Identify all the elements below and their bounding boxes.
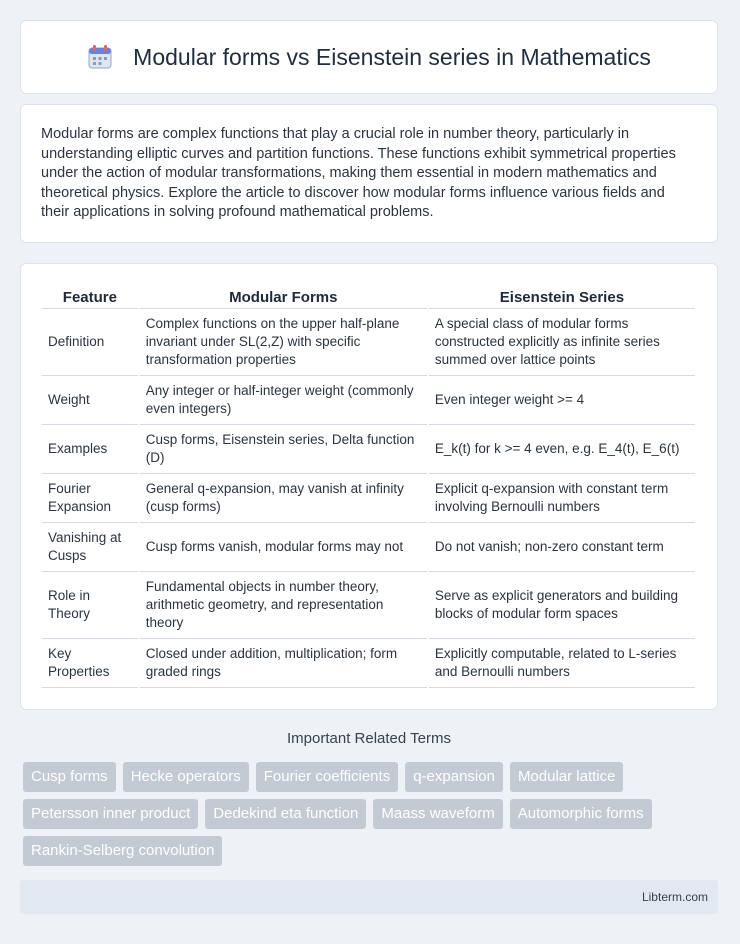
related-term-tag[interactable]: Hecke operators <box>123 762 249 792</box>
eisenstein-cell: Explicitly computable, related to L-series and Bernoulli numbers <box>429 639 695 688</box>
table-row <box>42 474 695 523</box>
related-term-tag[interactable]: Cusp forms <box>23 762 116 792</box>
header-modular-forms: Modular Forms <box>140 284 427 309</box>
eisenstein-cell: Explicit q-expansion with constant term involving Bernoulli numbers <box>429 474 695 523</box>
feature-cell: Vanishing at Cusps <box>42 523 138 572</box>
related-term-tag[interactable]: Dedekind eta function <box>205 799 366 829</box>
related-term-tag[interactable]: Maass waveform <box>373 799 502 829</box>
modular-cell: General q-expansion, may vanish at infinity (cusp forms) <box>140 474 427 523</box>
modular-cell: Any integer or half-integer weight (commonly even integers) <box>140 376 427 425</box>
related-term-tag[interactable]: Modular lattice <box>510 762 624 792</box>
footer <box>20 880 718 914</box>
related-term-tag[interactable]: Petersson inner product <box>23 799 198 829</box>
header-feature: Feature <box>42 284 138 309</box>
comparison-table-card <box>20 263 718 710</box>
table-row <box>42 639 695 688</box>
table-row <box>42 425 695 474</box>
table-row <box>42 376 695 425</box>
eisenstein-cell: Serve as explicit generators and building blocks of modular form spaces <box>429 572 695 639</box>
related-terms-list <box>23 762 713 866</box>
feature-cell: Examples <box>42 425 138 474</box>
related-terms-title: Important Related Terms <box>287 730 451 747</box>
feature-cell: Key Properties <box>42 639 138 688</box>
eisenstein-cell: Even integer weight >= 4 <box>429 376 695 425</box>
table-header-row <box>42 284 695 309</box>
eisenstein-cell: A special class of modular forms constructed explicitly as infinite series summed over lattice points <box>429 309 695 376</box>
header-eisenstein-series: Eisenstein Series <box>429 284 695 309</box>
header-card <box>20 20 718 94</box>
feature-cell: Weight <box>42 376 138 425</box>
table-row <box>42 572 695 639</box>
modular-cell: Cusp forms, Eisenstein series, Delta function (D) <box>140 425 427 474</box>
modular-cell: Complex functions on the upper half-plane invariant under SL(2,Z) with specific transformation properties <box>140 309 427 376</box>
feature-cell: Fourier Expansion <box>42 474 138 523</box>
related-term-tag[interactable]: Rankin-Selberg convolution <box>23 836 222 866</box>
feature-cell: Definition <box>42 309 138 376</box>
page-title: Modular forms vs Eisenstein series in Mathematics <box>133 43 651 70</box>
modular-cell: Cusp forms vanish, modular forms may not <box>140 523 427 572</box>
eisenstein-cell: E_k(t) for k >= 4 even, e.g. E_4(t), E_6(t) <box>429 425 695 474</box>
related-term-tag[interactable]: q-expansion <box>405 762 503 792</box>
table-row <box>42 309 695 376</box>
intro-text: Modular forms are complex functions that play a crucial role in number theory, particularly in understanding elliptic curves and partition functions. These functions exhibit symmetrical properties under the action of modular transformations, making them essential in modern mathematics and theoretical physics. Explore the article to discover how modular forms influence various fields and their applications in solving profound mathematical problems. <box>41 126 676 221</box>
related-term-tag[interactable]: Fourier coefficients <box>256 762 398 792</box>
modular-cell: Closed under addition, multiplication; form graded rings <box>140 639 427 688</box>
related-term-tag[interactable]: Automorphic forms <box>510 799 652 829</box>
calendar-icon <box>87 44 113 70</box>
table-row <box>42 523 695 572</box>
intro-card <box>20 104 718 243</box>
feature-cell: Role in Theory <box>42 572 138 639</box>
footer-site-link[interactable]: Libterm.com <box>641 890 708 904</box>
modular-cell: Fundamental objects in number theory, arithmetic geometry, and representation theory <box>140 572 427 639</box>
eisenstein-cell: Do not vanish; non-zero constant term <box>429 523 695 572</box>
comparison-table <box>40 284 697 688</box>
